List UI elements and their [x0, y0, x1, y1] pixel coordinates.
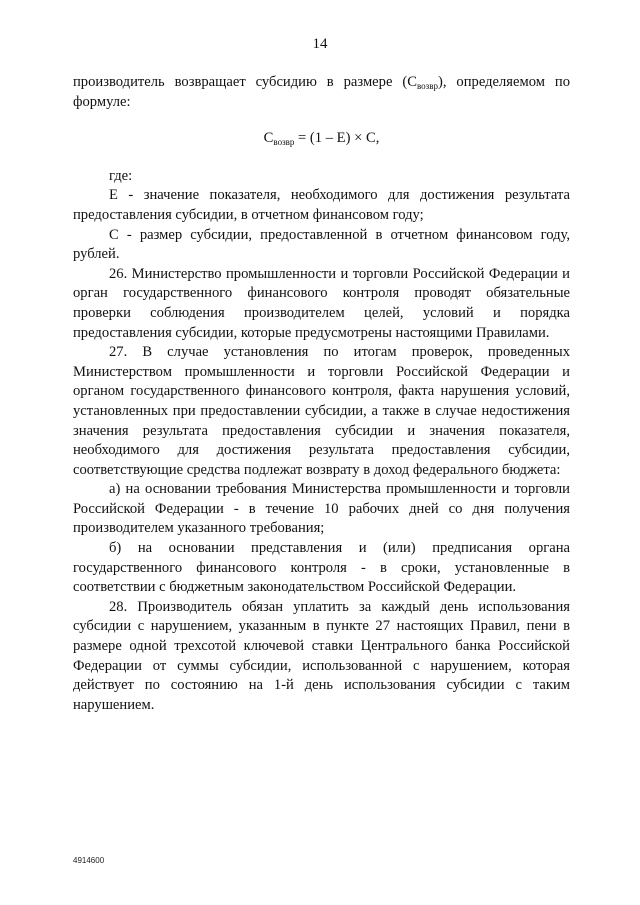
intro-paragraph	[73, 73, 570, 112]
paragraph-27-b: б) на основании представления и (или) предписания органа государственного финансового контроля - в сроки, установленные в соответствии с бюджетным законодательством Российской Федерации.	[73, 540, 570, 596]
paragraph-27: 27. В случае установления по итогам проверок, проведенных Министерством промышленности и торговли Российской Федерации и органом государственного финансового контроля, факта нарушения условий, установленных при предоставлении субсидии, а также в случае недостижения значения результата предоставления субсидии и значения показателя, необходимого для достижения результата предоставления субсидии, соответствующие средства подлежат возврату в доход федерального бюджета:	[73, 344, 570, 478]
intro-text-after: ), определяемом по формуле:	[73, 74, 571, 110]
paragraph-27-a: а) на основании требования Министерства промышленности и торговли Российской Федерации - в течение 10 рабочих дней со дня получения производителем указанного требования;	[73, 481, 570, 537]
paragraph-26: 26. Министерство промышленности и торговли Российской Федерации и орган государственного финансового контроля проводят обязательные проверки соблюдения производителем целей, условий и порядка предоставления субсидии, которые предусмотрены настоящими Правилами.	[73, 265, 570, 341]
formula	[73, 129, 570, 149]
intro-subscript: возвр	[416, 81, 438, 91]
intro-text-before: производитель возвращает субсидию в размере (С	[73, 74, 417, 90]
paragraph-28: 28. Производитель обязан уплатить за каждый день использования субсидии с нарушением, указанным в пункте 27 настоящих Правил, пени в размере одной трехсотой ключевой ставки Центрального банка Российской Федерации от суммы субсидии, использованной с нарушением, которая действует по состоянию на 1-й день использования субсидии с таким нарушением.	[73, 598, 570, 713]
definition-e: E - значение показателя, необходимого для достижения результата предоставления субсидии, в отчетном финансовом году;	[73, 187, 570, 223]
formula-rhs: = (1 – E) × С,	[294, 130, 380, 147]
definition-c: С - размер субсидии, предоставленной в отчетном финансовом году, рублей.	[73, 226, 570, 263]
where-label: где:	[109, 167, 133, 184]
document-code: 4914600	[73, 856, 105, 865]
document-body	[73, 73, 570, 715]
formula-lhs: С	[263, 130, 274, 147]
page-number: 14	[312, 36, 328, 52]
formula-lhs-subscript: возвр	[273, 137, 295, 148]
